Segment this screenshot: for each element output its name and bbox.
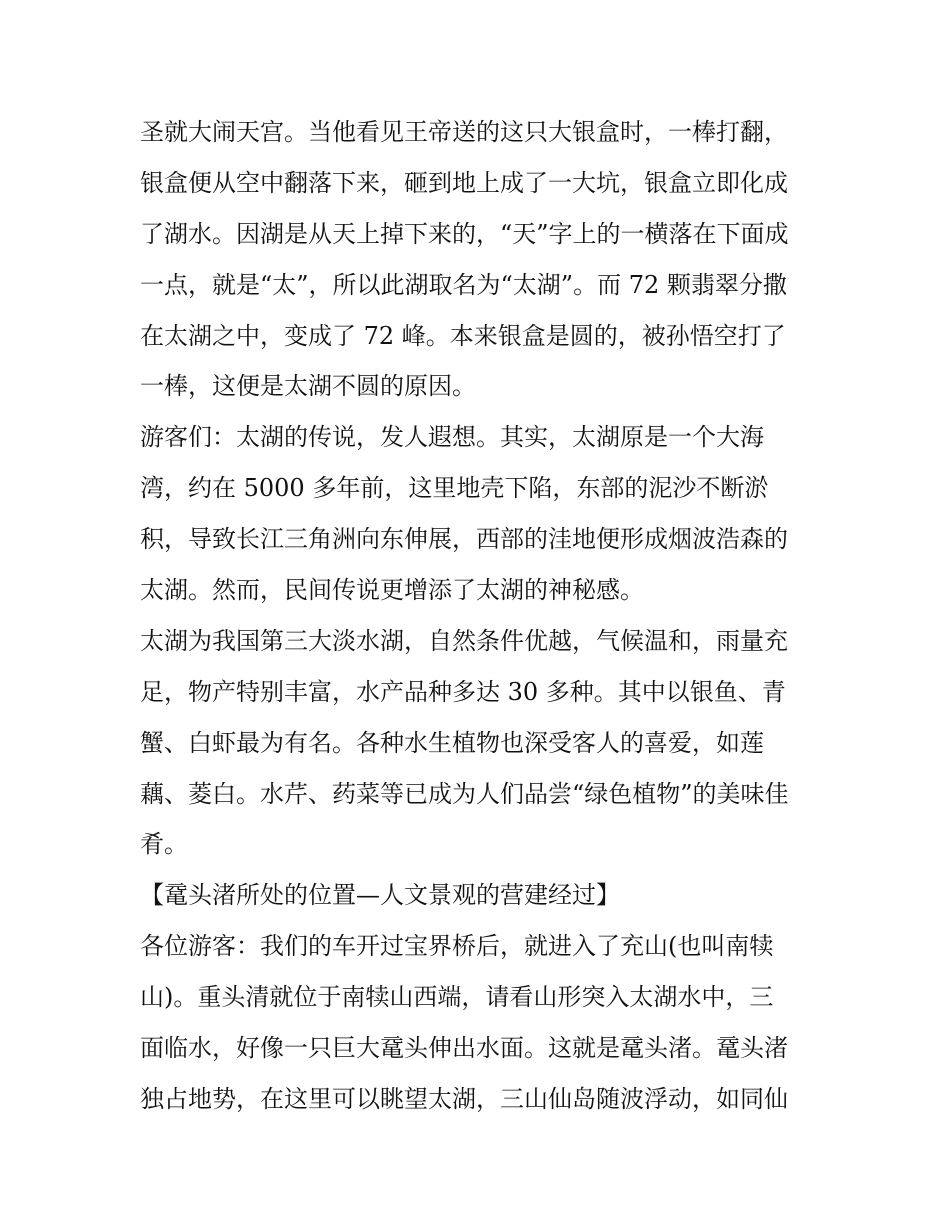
text-line: 积，导致长江三角洲向东伸展，西部的洼地便形成烟波浩森的 (140, 525, 788, 554)
text-line: 圣就大闹天宫。当他看见王帝送的这只大银盒时，一棒打翻， (140, 118, 788, 146)
text-line: 银盒便从空中翻落下来，砸到地上成了一大坑，银盒立即化成 (140, 168, 788, 197)
text-line: 游客们：太湖的传说，发人遐想。其实，太湖原是一个大海 (140, 423, 764, 452)
text-line: 藕、菱白。水芹、药菜等已成为人们品尝“绿色植物”的美味佳 (140, 779, 789, 808)
document-body (140, 107, 820, 1125)
text-line: 一棒，这便是太湖不圆的原因。 (140, 372, 476, 401)
text-line: 了湖水。因湖是从天上掉下来的，“天”字上的一横落在下面成 (140, 219, 789, 248)
text-line: 山)。重头清就位于南犊山西端，请看山形突入太湖水中，三 (140, 983, 774, 1012)
text-line: 一点，就是“太”，所以此湖取名为“太湖”。而 72 颗翡翠分撒 (140, 270, 787, 299)
text-line: 太湖为我国第三大淡水湖，自然条件优越，气候温和，雨量充 (140, 626, 788, 655)
text-line: 独占地势，在这里可以眺望太湖，三山仙岛随波浮动，如同仙 (140, 1084, 788, 1113)
section-heading: 【鼋头渚所处的位置—人文景观的营建经过】 (140, 881, 620, 910)
text-line: 湾，约在 5000 多年前，这里地壳下陷，东部的泥沙不断淤 (140, 474, 769, 503)
text-line: 蟹、白虾最为有名。各种水生植物也深受客人的喜爱，如莲 (140, 728, 764, 757)
text-line: 在太湖之中，变成了 72 峰。本来银盒是圆的，被孙悟空打了 (140, 321, 786, 350)
text-line: 肴。 (140, 830, 188, 859)
text-line: 足，物产特别丰富，水产品种多达 30 多种。其中以银鱼、青 (140, 677, 786, 706)
text-line: 太湖。然而，民间传说更增添了太湖的神秘感。 (140, 576, 644, 605)
text-line: 面临水，好像一只巨大鼋头伸出水面。这就是鼋头渚。鼋头渚 (140, 1034, 788, 1063)
text-line: 各位游客：我们的车开过宝界桥后，就进入了充山(也叫南犊 (140, 932, 774, 961)
